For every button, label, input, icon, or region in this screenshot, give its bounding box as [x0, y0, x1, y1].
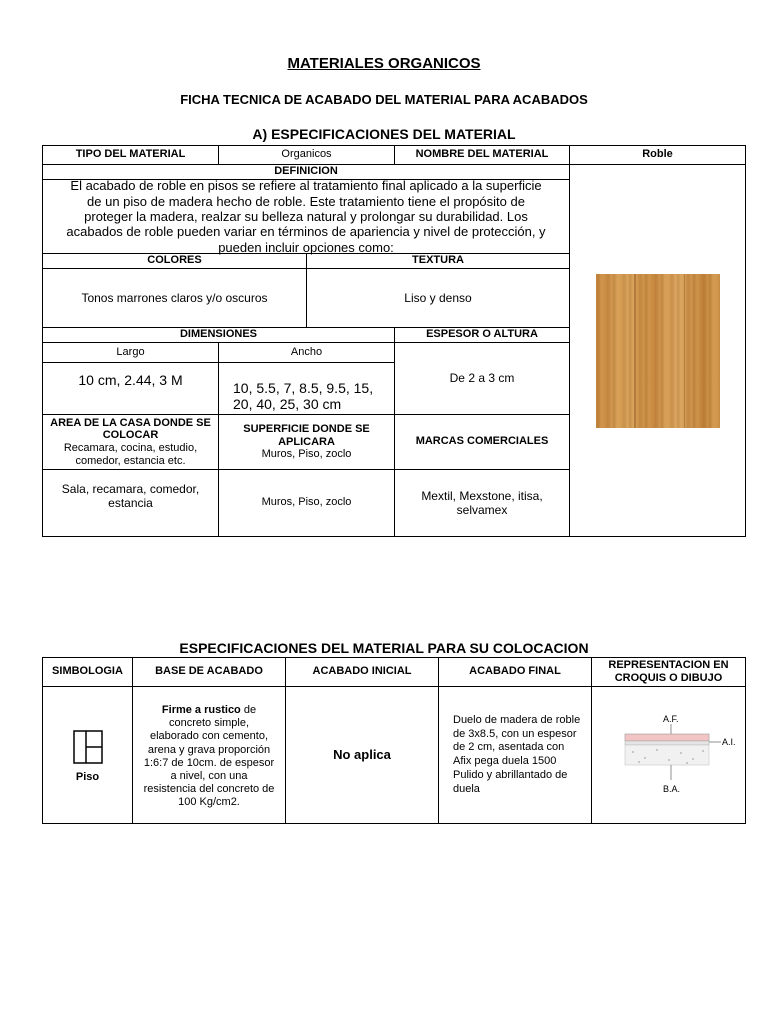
subtitle: FICHA TECNICA DE ACABADO DEL MATERIAL PARA ACABADOS [180, 92, 588, 107]
header-inicial: ACABADO INICIAL [285, 657, 439, 687]
area-value: Sala, recamara, comedor, estancia [42, 469, 219, 537]
marcas-label: MARCAS COMERCIALES [394, 414, 570, 470]
floor-section-drawing [599, 710, 739, 800]
ancho-value: 10, 5.5, 7, 8.5, 9.5, 15, 20, 40, 25, 30 cm [218, 362, 395, 415]
area-cell [42, 414, 219, 470]
ancho-label: Ancho [218, 342, 395, 363]
base-bold: Firme a rustico [161, 704, 241, 716]
superficie-label: SUPERFICIE DONDE SE APLICARA [243, 423, 370, 448]
nombre-value: Roble [569, 145, 746, 165]
colores-label: COLORES [42, 253, 307, 269]
largo-label: Largo [42, 342, 219, 363]
header-simbologia: SIMBOLOGIA [42, 657, 133, 687]
base-rest: de concreto simple, elaborado con cemento, arena y grava proporción 1:6:7 de 10cm. de espesor a nivel, con una resistencia del concreto de 100 Kg/cm2. [143, 704, 275, 809]
croquis-ba-label: B.A. [662, 784, 680, 794]
definicion-label: DEFINICION [42, 164, 570, 180]
largo-value: 10 cm, 2.44, 3 M [42, 362, 219, 415]
textura-value: Liso y denso [306, 268, 570, 328]
simbologia-caption: Piso [75, 771, 100, 784]
header-base: BASE DE ACABADO [132, 657, 286, 687]
base-cell [132, 686, 286, 824]
superficie-value: Muros, Piso, zoclo [218, 469, 395, 537]
dimensiones-label: DIMENSIONES [42, 327, 395, 343]
croquis-ai-label: A.I. [721, 737, 736, 747]
marcas-value: Mextil, Mexstone, itisa, selvamex [394, 469, 570, 537]
croquis-af-label: A.F. [662, 714, 679, 724]
tipo-value: Organicos [218, 145, 395, 165]
placement-title: ESPECIFICACIONES DEL MATERIAL PARA SU COLOCACION [179, 640, 589, 656]
final-value: Duelo de madera de roble de 3x8.5, con un espesor de 2 cm, asentada con Afix pega duela 1500 Pulido y abrillantado de duela [438, 686, 592, 824]
espesor-value: De 2 a 3 cm [394, 342, 570, 415]
area-label: AREA DE LA CASA DONDE SE COLOCAR [50, 416, 211, 442]
inicial-value: No aplica [285, 686, 439, 824]
section-a-title: A) ESPECIFICACIONES DEL MATERIAL [252, 126, 516, 142]
oak-wood-image [596, 274, 720, 428]
simbologia-cell [42, 686, 133, 824]
superficie-sub: Muros, Piso, zoclo [261, 448, 352, 461]
colores-value: Tonos marrones claros y/o oscuros [42, 268, 307, 328]
main-title: MATERIALES ORGANICOS [287, 55, 481, 72]
superficie-cell [218, 414, 395, 470]
header-croquis: REPRESENTACION EN CROQUIS O DIBUJO [591, 657, 746, 687]
nombre-label: NOMBRE DEL MATERIAL [394, 145, 570, 165]
header-final: ACABADO FINAL [438, 657, 592, 687]
textura-label: TEXTURA [306, 253, 570, 269]
croquis-cell [591, 686, 746, 824]
espesor-label: ESPESOR O ALTURA [394, 327, 570, 343]
area-sub: Recamara, cocina, estudio, comedor, estancia etc. [63, 442, 198, 467]
definicion-text: El acabado de roble en pisos se refiere al tratamiento final aplicado a la superficie de un piso de madera hecho de roble. Este tratamiento tiene el propósito de proteger la madera, realzar su belleza natural y prolongar su durabilidad. Los acabados de roble pueden variar en términos de apariencia y nivel de protección, y pueden incluir opciones como: [42, 179, 570, 254]
floor-symbol-icon [72, 729, 104, 765]
tipo-label: TIPO DEL MATERIAL [42, 145, 219, 165]
